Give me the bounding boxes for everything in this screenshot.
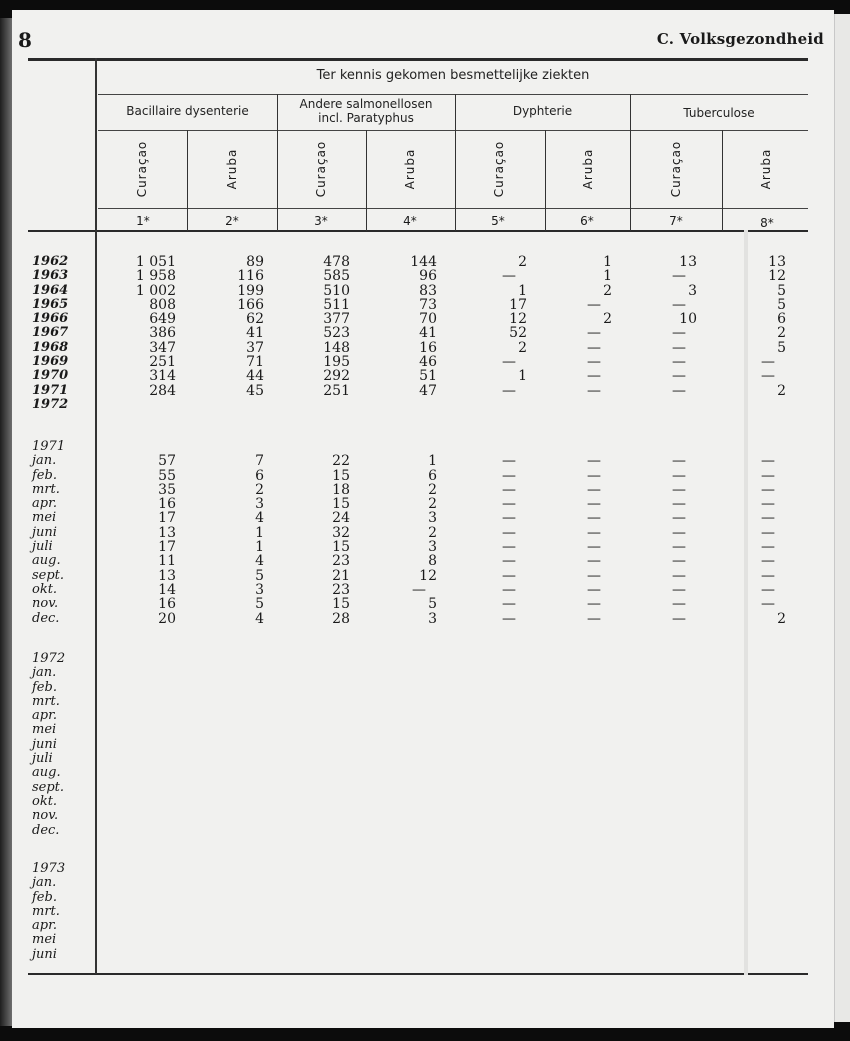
table-cell: — bbox=[587, 510, 601, 527]
row-label: jan. bbox=[32, 875, 57, 891]
header-bottom-rule bbox=[28, 230, 808, 232]
table-cell: 6 bbox=[777, 311, 786, 328]
table-cell: — bbox=[502, 581, 516, 598]
table-cell: 41 bbox=[246, 325, 264, 342]
table-cell: — bbox=[587, 567, 601, 584]
table-cell: 12 bbox=[419, 567, 437, 584]
table-cell: — bbox=[761, 581, 775, 598]
table-cell: — bbox=[761, 496, 775, 513]
table-cell bbox=[467, 398, 527, 412]
row-label: 1964 bbox=[32, 282, 69, 298]
table-cell: — bbox=[587, 481, 601, 498]
table-cell: 17 bbox=[158, 539, 176, 556]
colhead-6-aruba: Aruba bbox=[581, 148, 595, 190]
data-column-6 bbox=[552, 255, 612, 412]
table-cell: 478 bbox=[323, 254, 350, 270]
table-cell: — bbox=[761, 596, 775, 613]
table-cell: 52 bbox=[509, 325, 527, 342]
table-cell: 5 bbox=[777, 296, 786, 313]
table-cell: 5 bbox=[777, 339, 786, 356]
row-label: juli bbox=[32, 539, 53, 555]
row-label: apr. bbox=[32, 496, 57, 512]
table-cell: 3 bbox=[428, 510, 437, 527]
colno-3: 3* bbox=[314, 214, 328, 228]
colhead-8-aruba: Aruba bbox=[759, 148, 773, 190]
table-cell: 21 bbox=[332, 567, 350, 584]
row-label: dec. bbox=[32, 822, 60, 838]
table-cell: — bbox=[761, 354, 775, 371]
table-cell: — bbox=[587, 496, 601, 513]
table-cell: 71 bbox=[246, 354, 264, 371]
table-cell: — bbox=[672, 296, 686, 313]
table-cell: 4 bbox=[255, 553, 264, 570]
table-cell: 2 bbox=[777, 325, 786, 342]
table-cell: 2 bbox=[603, 282, 612, 299]
table-cell: 7 bbox=[255, 453, 264, 470]
table-cell: — bbox=[587, 539, 601, 556]
table-cell: — bbox=[672, 481, 686, 498]
data-column-7 bbox=[637, 454, 697, 626]
table-cell: 5 bbox=[777, 282, 786, 299]
table-cell: — bbox=[502, 496, 516, 513]
colhead-1-curacao: Curaçao bbox=[135, 140, 149, 198]
table-cell: 16 bbox=[158, 596, 176, 613]
stub-divider bbox=[95, 58, 97, 974]
table-cell: 2 bbox=[518, 339, 527, 356]
table-cell: 73 bbox=[419, 296, 437, 313]
table-cell: 46 bbox=[419, 354, 437, 371]
table-cell: 89 bbox=[246, 254, 264, 270]
row-label: sept. bbox=[32, 567, 65, 583]
table-cell bbox=[116, 398, 176, 412]
group-header-tuberculose: Tuberculose bbox=[683, 106, 755, 120]
colname-rule bbox=[98, 208, 808, 209]
table-cell: 148 bbox=[323, 339, 350, 356]
table-cell: — bbox=[761, 453, 775, 470]
section-title: C. Volksgezondheid bbox=[656, 30, 824, 48]
table-cell: — bbox=[672, 510, 686, 527]
table-cell: 16 bbox=[419, 339, 437, 356]
table-cell: 5 bbox=[255, 567, 264, 584]
row-label: okt. bbox=[32, 581, 58, 597]
table-cell: 3 bbox=[255, 581, 264, 598]
colno-6: 6* bbox=[580, 214, 594, 228]
row-label: 1968 bbox=[32, 339, 69, 355]
data-column-2 bbox=[204, 255, 264, 412]
table-cell: 1 051 bbox=[135, 254, 176, 270]
row-label: mei bbox=[32, 510, 57, 526]
table-cell bbox=[204, 398, 264, 412]
colhead-4-aruba: Aruba bbox=[403, 148, 417, 190]
colhead-3-curacao: Curaçao bbox=[314, 140, 328, 198]
row-label: apr. bbox=[32, 708, 57, 724]
table-cell: 13 bbox=[158, 524, 176, 541]
table-cell: 5 bbox=[428, 596, 437, 613]
table-cell: — bbox=[672, 268, 686, 285]
row-label: 1962 bbox=[32, 254, 69, 269]
table-cell: — bbox=[672, 354, 686, 371]
table-cell: 1 bbox=[255, 539, 264, 556]
table-cell: — bbox=[672, 496, 686, 513]
table-cell: — bbox=[672, 610, 686, 627]
table-cell bbox=[290, 398, 350, 412]
colhead-7-curacao: Curaçao bbox=[669, 140, 683, 198]
row-label: apr. bbox=[32, 918, 57, 934]
table-cell: — bbox=[761, 553, 775, 570]
table-cell: — bbox=[587, 296, 601, 313]
table-cell: — bbox=[672, 553, 686, 570]
table-cell: — bbox=[587, 453, 601, 470]
table-cell: — bbox=[502, 596, 516, 613]
data-column-8 bbox=[726, 255, 786, 412]
colno-8: 8* bbox=[760, 216, 774, 230]
row-label: okt. bbox=[32, 793, 58, 809]
table-cell: 12 bbox=[509, 311, 527, 328]
table-cell: 83 bbox=[419, 282, 437, 299]
table-cell: 51 bbox=[419, 368, 437, 385]
table-cell: — bbox=[672, 453, 686, 470]
row-label: feb. bbox=[32, 467, 57, 483]
row-label: feb. bbox=[32, 889, 57, 905]
table-cell: — bbox=[761, 467, 775, 484]
table-cell: 808 bbox=[149, 296, 176, 313]
table-cell: 251 bbox=[323, 382, 350, 399]
col-divider-3 bbox=[545, 130, 546, 231]
colhead-5-curacao: Curaçao bbox=[492, 140, 506, 198]
group-header-salmonellosen-line2: incl. Paratyphus bbox=[318, 111, 414, 125]
table-cell: 6 bbox=[255, 467, 264, 484]
data-column-2 bbox=[204, 454, 264, 626]
table-cell: — bbox=[587, 596, 601, 613]
row-label: 1965 bbox=[32, 296, 69, 312]
row-label: 1970 bbox=[32, 368, 69, 384]
row-label: nov. bbox=[32, 596, 59, 612]
row-label: 1967 bbox=[32, 325, 69, 341]
group-header-dysenterie: Bacillaire dysenterie bbox=[126, 104, 249, 118]
table-cell: — bbox=[587, 354, 601, 371]
table-cell: — bbox=[761, 524, 775, 541]
table-cell: 57 bbox=[158, 453, 176, 470]
colno-5: 5* bbox=[491, 214, 505, 228]
row-label: 1969 bbox=[32, 354, 69, 370]
table-cell: — bbox=[502, 567, 516, 584]
table-cell: 62 bbox=[246, 311, 264, 328]
group-header-salmonellosen bbox=[277, 97, 455, 125]
table-cell: 13 bbox=[768, 254, 786, 270]
table-cell: — bbox=[587, 382, 601, 399]
table-cell: 47 bbox=[419, 382, 437, 399]
table-cell: — bbox=[672, 339, 686, 356]
table-cell: 12 bbox=[768, 268, 786, 285]
table-cell: 3 bbox=[688, 282, 697, 299]
row-label: 1971 bbox=[32, 382, 69, 398]
colno-1: 1* bbox=[136, 214, 150, 228]
row-label: nov. bbox=[32, 808, 59, 824]
row-label: feb. bbox=[32, 679, 57, 695]
table-cell: 15 bbox=[332, 467, 350, 484]
row-label: jan. bbox=[32, 665, 57, 681]
table-cell: 1 bbox=[603, 268, 612, 285]
table-cell: — bbox=[672, 539, 686, 556]
row-label: mei bbox=[32, 932, 57, 948]
table-cell: 251 bbox=[149, 354, 176, 371]
table-cell: 116 bbox=[237, 268, 264, 285]
table-cell: — bbox=[761, 481, 775, 498]
table-cell: 2 bbox=[518, 254, 527, 270]
row-label: jan. bbox=[32, 453, 57, 469]
table-cell: 2 bbox=[777, 382, 786, 399]
table-cell: 314 bbox=[149, 368, 176, 385]
monthly-1971-labels bbox=[32, 440, 65, 626]
table-cell: 20 bbox=[158, 610, 176, 627]
table-cell: 8 bbox=[428, 553, 437, 570]
table-cell: 1 bbox=[518, 368, 527, 385]
table-cell: — bbox=[587, 553, 601, 570]
row-label: juni bbox=[32, 524, 57, 540]
table-cell bbox=[726, 398, 786, 412]
table-cell: — bbox=[672, 325, 686, 342]
group-header-dyphterie: Dyphterie bbox=[512, 104, 573, 118]
table-cell: 10 bbox=[679, 311, 697, 328]
table-cell: — bbox=[502, 382, 516, 399]
table-cell: 4 bbox=[255, 510, 264, 527]
year-label: 1973 bbox=[32, 861, 66, 876]
col-divider-1 bbox=[187, 130, 188, 231]
group-header-salmonellosen-line1: Andere salmonellosen bbox=[299, 97, 433, 111]
table-cell: 37 bbox=[246, 339, 264, 356]
table-cell: 55 bbox=[158, 467, 176, 484]
super-header: Ter kennis gekomen besmettelijke ziekten bbox=[316, 68, 590, 83]
table-cell: — bbox=[502, 553, 516, 570]
colno-7: 7* bbox=[669, 214, 683, 228]
data-column-5 bbox=[467, 454, 527, 626]
data-column-3 bbox=[290, 454, 350, 626]
table-cell: — bbox=[587, 467, 601, 484]
data-column-5 bbox=[467, 255, 527, 412]
table-cell: 2 bbox=[777, 610, 786, 627]
row-label: sept. bbox=[32, 779, 65, 795]
table-cell: — bbox=[672, 596, 686, 613]
table-cell: 2 bbox=[428, 524, 437, 541]
next-page-edge bbox=[834, 14, 850, 1022]
table-cell: 195 bbox=[323, 354, 350, 371]
table-cell: 28 bbox=[332, 610, 350, 627]
annual-row-labels bbox=[32, 255, 68, 412]
table-cell: 3 bbox=[428, 539, 437, 556]
row-label: dec. bbox=[32, 610, 60, 626]
table-cell: 347 bbox=[149, 339, 176, 356]
table-cell: 1 958 bbox=[135, 268, 176, 285]
table-cell: 2 bbox=[255, 481, 264, 498]
colno-4: 4* bbox=[403, 214, 417, 228]
table-cell: — bbox=[502, 481, 516, 498]
col-divider-2 bbox=[366, 130, 367, 231]
table-cell: — bbox=[587, 325, 601, 342]
data-column-4 bbox=[377, 255, 437, 412]
table-cell: 2 bbox=[603, 311, 612, 328]
row-label: mrt. bbox=[32, 481, 60, 497]
row-label: mei bbox=[32, 722, 57, 738]
table-cell: 17 bbox=[158, 510, 176, 527]
table-cell: 15 bbox=[332, 539, 350, 556]
table-cell: 1 bbox=[518, 282, 527, 299]
table-cell: 17 bbox=[509, 296, 527, 313]
data-column-3 bbox=[290, 255, 350, 412]
data-column-7 bbox=[637, 255, 697, 412]
table-cell: 1 bbox=[603, 254, 612, 270]
page-number: 8 bbox=[18, 28, 32, 52]
table-cell: 18 bbox=[332, 481, 350, 498]
table-cell: 70 bbox=[419, 311, 437, 328]
row-label: 1963 bbox=[32, 268, 69, 284]
table-cell: — bbox=[761, 510, 775, 527]
table-cell: — bbox=[502, 610, 516, 627]
row-label: 1966 bbox=[32, 311, 69, 327]
table-cell: 4 bbox=[255, 610, 264, 627]
table-cell: 2 bbox=[428, 496, 437, 513]
data-column-4 bbox=[377, 454, 437, 626]
table-cell: — bbox=[587, 581, 601, 598]
monthly-1973-labels bbox=[32, 862, 65, 962]
table-cell: 585 bbox=[323, 268, 350, 285]
data-column-6 bbox=[552, 454, 612, 626]
table-cell: — bbox=[761, 539, 775, 556]
table-cell: — bbox=[412, 581, 426, 598]
table-cell: 511 bbox=[323, 296, 350, 313]
table-cell: 15 bbox=[332, 596, 350, 613]
table-cell: 2 bbox=[428, 481, 437, 498]
table-cell: 13 bbox=[679, 254, 697, 270]
table-cell: 284 bbox=[149, 382, 176, 399]
colhead-2-aruba: Aruba bbox=[225, 148, 239, 190]
table-cell: — bbox=[502, 268, 516, 285]
table-cell: 41 bbox=[419, 325, 437, 342]
row-label: mrt. bbox=[32, 693, 60, 709]
table-cell: — bbox=[672, 524, 686, 541]
row-label: mrt. bbox=[32, 903, 60, 919]
table-cell: 96 bbox=[419, 268, 437, 285]
table-cell: 5 bbox=[255, 596, 264, 613]
data-column-8 bbox=[726, 454, 786, 626]
table-cell: 13 bbox=[158, 567, 176, 584]
row-label: juni bbox=[32, 736, 57, 752]
table-cell bbox=[377, 398, 437, 412]
table-cell: 3 bbox=[255, 496, 264, 513]
row-label: juni bbox=[32, 946, 57, 962]
table-cell: — bbox=[502, 467, 516, 484]
table-cell: 649 bbox=[149, 311, 176, 328]
table-cell: 11 bbox=[158, 553, 176, 570]
table-cell: 23 bbox=[332, 553, 350, 570]
table-cell: 523 bbox=[323, 325, 350, 342]
table-cell: 15 bbox=[332, 496, 350, 513]
row-label: 1972 bbox=[32, 396, 69, 412]
table-cell: 14 bbox=[158, 581, 176, 598]
data-column-1 bbox=[116, 454, 176, 626]
table-cell: — bbox=[502, 354, 516, 371]
table-cell: — bbox=[672, 567, 686, 584]
table-cell: — bbox=[587, 610, 601, 627]
table-cell: 1 bbox=[428, 453, 437, 470]
table-cell: 1 002 bbox=[135, 282, 176, 299]
table-cell: — bbox=[502, 524, 516, 541]
bottom-rule bbox=[28, 973, 808, 975]
row-label: juli bbox=[32, 751, 53, 767]
table-cell: 22 bbox=[332, 453, 350, 470]
table-cell: 3 bbox=[428, 610, 437, 627]
data-column-1 bbox=[116, 255, 176, 412]
table-cell: 35 bbox=[158, 481, 176, 498]
table-cell: 386 bbox=[149, 325, 176, 342]
table-cell: — bbox=[502, 510, 516, 527]
table-cell: 45 bbox=[246, 382, 264, 399]
table-cell: 144 bbox=[410, 254, 437, 270]
table-cell: — bbox=[502, 539, 516, 556]
super-header-rule bbox=[98, 94, 808, 95]
col-divider-4 bbox=[722, 130, 723, 231]
table-cell: — bbox=[672, 368, 686, 385]
table-cell: — bbox=[672, 581, 686, 598]
table-cell: 166 bbox=[237, 296, 264, 313]
table-cell: 16 bbox=[158, 496, 176, 513]
table-cell: — bbox=[672, 382, 686, 399]
year-label: 1972 bbox=[32, 651, 66, 666]
table-cell: 510 bbox=[323, 282, 350, 299]
table-cell: 1 bbox=[255, 524, 264, 541]
table-cell: — bbox=[761, 567, 775, 584]
colno-2: 2* bbox=[225, 214, 239, 228]
table-cell: — bbox=[502, 453, 516, 470]
row-label: aug. bbox=[32, 553, 61, 569]
table-cell: — bbox=[587, 368, 601, 385]
table-cell: 199 bbox=[237, 282, 264, 299]
table-cell bbox=[637, 398, 697, 412]
table-cell: 377 bbox=[323, 311, 350, 328]
group-header-rule bbox=[98, 130, 808, 131]
row-label: aug. bbox=[32, 765, 61, 781]
table-cell: — bbox=[587, 524, 601, 541]
table-cell: 44 bbox=[246, 368, 264, 385]
monthly-1972-labels bbox=[32, 652, 65, 838]
top-rule bbox=[28, 58, 808, 61]
table-cell: 292 bbox=[323, 368, 350, 385]
table-cell: — bbox=[587, 339, 601, 356]
table-cell: 24 bbox=[332, 510, 350, 527]
table-cell: 32 bbox=[332, 524, 350, 541]
table-cell: 6 bbox=[428, 467, 437, 484]
table-cell: — bbox=[761, 368, 775, 385]
year-label: 1971 bbox=[32, 439, 66, 454]
table-cell: 23 bbox=[332, 581, 350, 598]
table-cell bbox=[552, 398, 612, 412]
table-cell: — bbox=[672, 467, 686, 484]
